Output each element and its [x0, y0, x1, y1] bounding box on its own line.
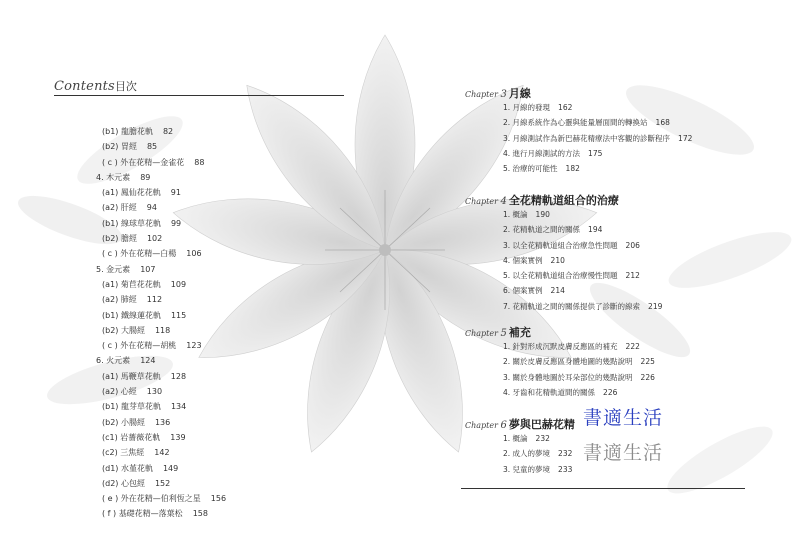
toc-entry-title: 3. 月線測試作為新巴赫花精療法中客觀的診斷程序	[503, 133, 671, 143]
chapter-label	[465, 90, 507, 99]
toc-entry-title: (b2) 膽經	[102, 234, 137, 244]
chapter-5-section	[465, 321, 765, 400]
toc-entry-page: 232	[535, 434, 550, 443]
toc-entry-title: 5. 金元素	[96, 264, 131, 274]
toc-entry	[503, 385, 765, 400]
chapter-heading	[465, 82, 765, 100]
chapter-title: 補充	[508, 326, 531, 339]
toc-entry-page: 136	[154, 417, 171, 427]
toc-entry-title: 3. 以全花精軌道組合治療急性問題	[503, 240, 618, 250]
chapter-title: 夢與巴赫花精	[508, 418, 575, 431]
toc-entry-title: 3. 兒童的夢境	[503, 464, 551, 474]
toc-entry-title: 4. 牙齒和花精軌道間的關係	[503, 387, 596, 397]
toc-entry-page: 152	[154, 478, 171, 488]
toc-entry	[503, 253, 765, 268]
toc-entry-page: 210	[550, 255, 565, 265]
toc-entry	[96, 338, 356, 353]
toc-entry-title: 6. 個案實例	[503, 286, 543, 296]
toc-entry	[96, 277, 356, 292]
toc-entry	[96, 430, 356, 445]
toc-entry	[96, 461, 356, 476]
watermark-text-gray: 書適生活	[583, 442, 664, 464]
watermark-text-blue: 書適生活	[583, 407, 664, 429]
toc-entry-page: 194	[588, 225, 603, 235]
toc-entry	[503, 207, 765, 222]
toc-entry-page: 134	[170, 402, 187, 412]
toc-entry-title: (b2) 小腸經	[102, 417, 145, 427]
toc-entry-page: 112	[146, 295, 163, 305]
toc-entry-page: 85	[146, 142, 158, 152]
chapter-label-word: Chapter	[465, 90, 498, 99]
toc-entry-title: ( f ) 基礎花精—落葉松	[102, 509, 183, 519]
toc-entry-title: (a1) 菊苣花花軌	[102, 279, 161, 289]
toc-entry	[503, 100, 765, 115]
chapter-items	[503, 100, 765, 176]
chapter-4-section	[465, 189, 765, 314]
toc-entry	[503, 354, 765, 369]
toc-entry-title: 1. 月線的發現	[503, 103, 551, 112]
toc-entry-title: 2. 關於皮膚反應區身體地圖的幾點說明	[503, 357, 633, 367]
chapter-title: 月線	[508, 87, 531, 100]
toc-entry-title: (d1) 水堇花軌	[102, 463, 153, 473]
toc-entry-title: 2. 花精軌道之間的關係	[503, 225, 581, 235]
chapter-label	[465, 421, 507, 430]
chapter-number: 4	[500, 196, 507, 207]
toc-entry-page: 168	[655, 118, 670, 128]
toc-entry-page: 102	[146, 234, 163, 244]
toc-entry	[96, 323, 356, 338]
chapter-label-word: Chapter	[465, 197, 498, 206]
toc-entry-page: 190	[535, 210, 550, 219]
toc-entry-page: 222	[625, 342, 640, 351]
toc-entry-title: 2. 月線系統作為心靈與能量層面間的轉換站	[503, 118, 648, 128]
toc-entry	[96, 185, 356, 200]
toc-entry-title: 2. 成人的夢境	[503, 449, 551, 459]
toc-entry	[503, 370, 765, 385]
toc-entry-title: (b1) 龍膽花軌	[102, 127, 153, 136]
toc-entry-title: ( e ) 外在花精—伯利恆之星	[102, 494, 201, 504]
toc-entry-title: (a2) 肺經	[102, 295, 137, 305]
toc-entry	[96, 246, 356, 261]
toc-entry-title: 4. 進行月線測試的方法	[503, 148, 581, 158]
chapter-label	[465, 197, 507, 206]
toc-entry-title: 6. 火元素	[96, 356, 131, 366]
toc-entry-title: (a2) 肝經	[102, 203, 137, 213]
toc-entry-page: 107	[140, 264, 156, 274]
chapter-number: 5	[500, 328, 507, 339]
toc-entry	[503, 238, 765, 253]
toc-entry-title: (a2) 心經	[102, 387, 137, 397]
toc-entry-page: 226	[603, 387, 618, 397]
toc-entry	[503, 283, 765, 298]
toc-entry-page: 156	[210, 494, 227, 504]
toc-entry-page: 225	[640, 357, 655, 367]
toc-entry	[96, 353, 356, 368]
toc-entry	[96, 445, 356, 460]
toc-entry-title: 1. 概論	[503, 434, 528, 443]
toc-entry	[96, 262, 356, 277]
toc-entry-title: (c2) 三焦經	[102, 448, 145, 458]
toc-entry-title: 4. 個案實例	[503, 255, 543, 265]
chapter-number: 6	[500, 420, 507, 431]
chapter-label	[465, 329, 507, 338]
toc-entry	[96, 231, 356, 246]
toc-entry-title: ( c ) 外在花精—白楊	[102, 249, 177, 259]
toc-entry-page: 206	[625, 240, 640, 250]
toc-entry	[96, 399, 356, 414]
toc-entry-page: 123	[186, 341, 202, 351]
toc-entry-title: 5. 以全花精軌道組合治療慢性問題	[503, 271, 618, 281]
toc-entry	[96, 200, 356, 215]
toc-entry	[503, 146, 765, 161]
toc-entry-title: ( c ) 外在花精—金雀花	[102, 157, 185, 167]
toc-entry	[96, 476, 356, 491]
toc-entry-page: 182	[565, 164, 580, 174]
toc-entry-title: 4. 木元素	[96, 172, 131, 182]
toc-entry-page: 118	[154, 325, 171, 335]
toc-entry-page: 149	[162, 463, 179, 473]
toc-entry	[96, 292, 356, 307]
toc-entry	[503, 131, 765, 146]
toc-entry-page: 142	[154, 448, 170, 458]
toc-entry-page: 139	[170, 432, 186, 442]
toc-entry-page: 99	[170, 218, 182, 228]
toc-entry	[96, 369, 356, 384]
toc-entry-title: (d2) 心包經	[102, 478, 145, 488]
toc-entry-page: 214	[550, 286, 565, 296]
toc-entry-page: 219	[648, 301, 663, 311]
left-toc-list	[96, 124, 356, 522]
chapter-items	[503, 207, 765, 314]
chapter-title: 全花精軌道組合的治療	[508, 194, 619, 207]
toc-entry-title: (b2) 大腸經	[102, 325, 145, 335]
toc-entry-page: 124	[140, 356, 156, 366]
toc-entry	[503, 115, 765, 130]
toc-entry-title: (b1) 線球草花軌	[102, 218, 161, 228]
toc-entry-title: 1. 針對形成沉默皮膚反應區的補充	[503, 342, 618, 351]
toc-entry	[503, 268, 765, 283]
toc-entry-page: 82	[162, 127, 174, 136]
toc-entry-page: 158	[192, 509, 208, 519]
toc-entry-page: 130	[146, 387, 163, 397]
toc-entry-page: 172	[678, 133, 693, 143]
toc-entry-title: (b1) 龍芽草花軌	[102, 402, 161, 412]
toc-entry	[503, 299, 765, 314]
toc-entry-page: 91	[170, 188, 181, 198]
toc-entry	[96, 506, 356, 521]
chapter-3-section	[465, 82, 765, 176]
toc-entry-title: (a1) 馬鞭草花軌	[102, 371, 161, 381]
toc-entry	[96, 124, 356, 139]
toc-entry	[503, 339, 765, 354]
toc-entry	[96, 491, 356, 506]
chapter-items	[503, 339, 765, 400]
toc-entry-page: 109	[170, 279, 187, 289]
toc-entry	[96, 155, 356, 170]
toc-entry-page: 226	[640, 372, 655, 382]
toc-entry	[503, 161, 765, 176]
toc-entry-title: 1. 概論	[503, 210, 528, 219]
toc-entry-title: 5. 治療的可能性	[503, 164, 558, 174]
toc-entry-title: (a1) 鳳仙花花軌	[102, 188, 161, 198]
chapter-heading	[465, 189, 765, 207]
toc-entry-page: 162	[558, 103, 573, 112]
bottom-divider	[461, 488, 745, 489]
toc-entry	[96, 415, 356, 430]
toc-entry-title: 3. 關於身體地圖於耳朵部位的幾點說明	[503, 372, 633, 382]
toc-entry-title: (c1) 岩薔薇花軌	[102, 432, 161, 442]
toc-entry	[96, 308, 356, 323]
toc-entry-title: 7. 花精軌道之間的關係提供了診斷的線索	[503, 301, 641, 311]
toc-entry-title: (b2) 胃經	[102, 142, 137, 152]
toc-entry	[96, 139, 356, 154]
toc-entry-page: 128	[170, 371, 187, 381]
toc-entry	[503, 222, 765, 237]
toc-entry-page: 94	[146, 203, 157, 213]
toc-script-title: Contents	[54, 79, 115, 94]
toc-entry-page: 212	[625, 271, 640, 281]
toc-entry-page: 106	[186, 249, 202, 259]
toc-entry	[96, 170, 356, 185]
chapter-number: 3	[500, 89, 507, 100]
chapter-heading	[465, 321, 765, 339]
toc-entry-page: 88	[194, 157, 205, 167]
toc-entry-page: 89	[140, 172, 151, 182]
toc-entry-page: 115	[170, 310, 187, 320]
toc-entry-page: 233	[558, 464, 573, 474]
toc-entry-page: 232	[558, 449, 573, 459]
toc-header	[54, 75, 344, 96]
toc-entry-title: (b1) 鐵線蓮花軌	[102, 310, 161, 320]
toc-entry	[96, 384, 356, 399]
chapter-label-word: Chapter	[465, 421, 498, 430]
chapter-label-word: Chapter	[465, 329, 498, 338]
toc-entry-page: 175	[588, 148, 603, 158]
toc-entry-title: ( c ) 外在花精—胡桃	[102, 341, 177, 351]
toc-entry	[96, 216, 356, 231]
toc-label: 目次	[114, 80, 137, 93]
